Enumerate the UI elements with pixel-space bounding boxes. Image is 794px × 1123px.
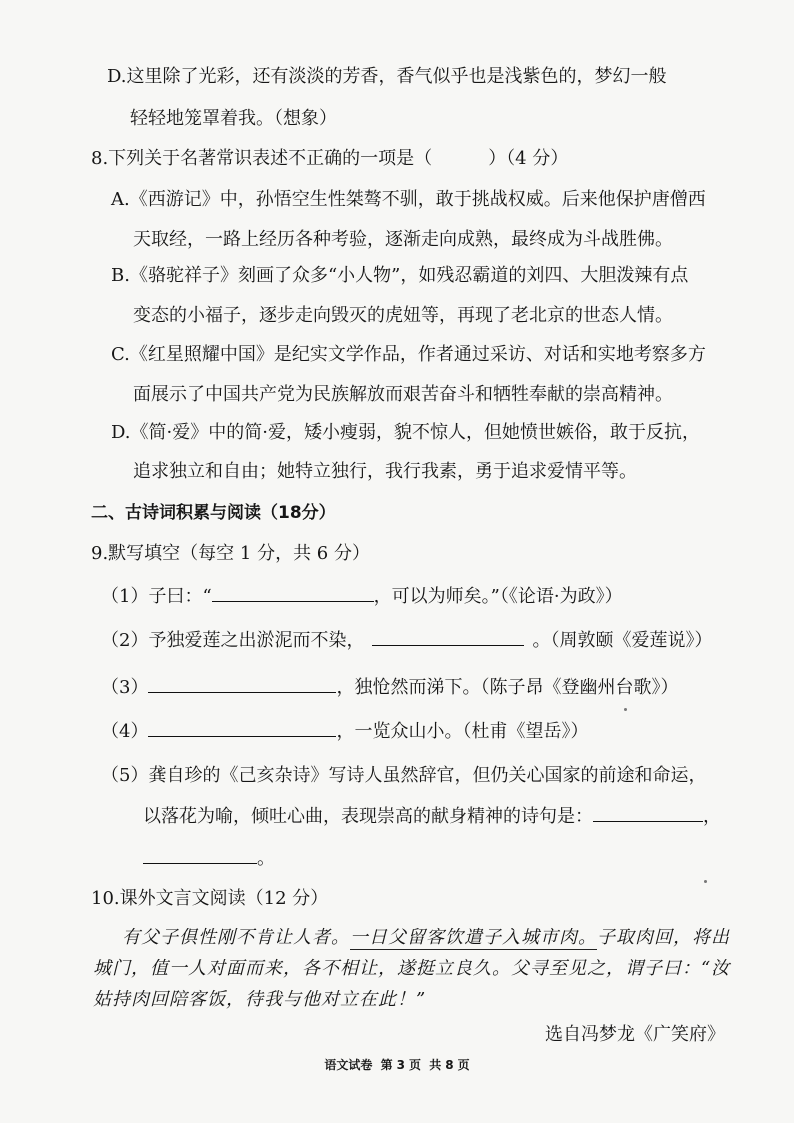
- q9-item-4: [101, 718, 588, 745]
- q9-item-2-blank[interactable]: [372, 627, 524, 646]
- q7-option-d-line1: D.这里除了光彩，还有淡淡的芳香，香气似乎也是浅紫色的，梦幻一般: [107, 66, 667, 87]
- q10-passage-line1: [122, 925, 730, 951]
- q10-passage-underlined-sentence: 一日父留客饮遣子入城市肉。: [350, 927, 597, 948]
- q8-option-a-line1: A.《西游记》中，孙悟空生性桀骜不驯，敢于挑战权威。后来他保护唐僧西: [111, 189, 706, 210]
- footer-subject: 语文试卷: [324, 1058, 373, 1072]
- q9-item-1-suffix: ，可以为师矣。”（《论语·为政》）: [373, 586, 623, 607]
- q7-option-d-line2: 轻轻地笼罩着我。（想象）: [130, 108, 337, 129]
- q10-passage-line2: 城门，值一人对面而来，各不相让，遂挺立良久。父寻至见之，谓子曰：“汝: [93, 958, 731, 979]
- q8-option-c-line1: C.《红星照耀中国》是纪实文学作品，作者通过采访、对话和实地考察多方: [111, 344, 706, 365]
- q8-option-d-line2: 追求独立和自由；她特立独行，我行我素，勇于追求爱情平等。: [133, 461, 637, 482]
- q9-item-1: [101, 583, 623, 610]
- q9-item-4-blank[interactable]: [148, 718, 336, 737]
- q9-item-5-line3: [143, 845, 275, 872]
- q9-item-4-suffix: ，一览众山小。（杜甫《望岳》）: [336, 721, 589, 742]
- page-footer: [0, 1056, 794, 1073]
- q9-item-1-prefix: （1）子曰：“: [101, 586, 212, 607]
- q9-item-3: [101, 674, 678, 701]
- footer-total-label: 共: [429, 1058, 442, 1072]
- q8-option-c-line2: 面展示了中国共产党为民族解放而艰苦奋斗和牺牲奉献的崇高精神。: [133, 384, 673, 405]
- q8-stem: [91, 146, 568, 172]
- footer-total-unit: 页: [457, 1058, 470, 1072]
- footer-page-label: 第: [380, 1058, 393, 1072]
- q9-item-5-line2-comma: ，: [703, 806, 721, 827]
- q9-item-3-blank[interactable]: [148, 674, 336, 693]
- scan-speck: [704, 880, 707, 883]
- q10-passage-line1-end: 子取肉回，将出: [597, 927, 730, 948]
- footer-page-unit: 页: [408, 1058, 421, 1072]
- footer-page-current: 3: [396, 1058, 405, 1072]
- q10-passage-line3: 姑持肉回陪客饭，待我与他对立在此！”: [93, 989, 427, 1010]
- q9-item-5-blank-2[interactable]: [143, 845, 257, 864]
- q8-stem-before: 8.下列关于名著常识表述不正确的一项是（: [91, 148, 433, 169]
- q9-item-5-line1: （5）龚自珍的《己亥杂诗》写诗人虽然辞官，但仍关心国家的前途和命运，: [101, 765, 707, 786]
- q9-item-5-line3-period: 。: [257, 848, 275, 869]
- q9-item-2-prefix: （2）予独爱莲之出淤泥而不染，: [101, 630, 365, 651]
- q8-option-a-line2: 天取经，一路上经历各种考验，逐渐走向成熟，最终成为斗战胜佛。: [133, 229, 673, 250]
- q8-option-b-line2: 变态的小福子，逐步走向毁灭的虎妞等，再现了老北京的世态人情。: [133, 305, 673, 326]
- q10-stem: 10.课外文言文阅读（12 分）: [91, 888, 329, 909]
- q10-passage-line1-start: 有父子俱性刚不肯让人者。: [122, 927, 350, 948]
- scan-speck: [624, 708, 627, 711]
- q9-item-5-line2-text: 以落花为喻，倾吐心曲，表现崇高的献身精神的诗句是：: [143, 806, 593, 827]
- q10-source: 选自冯梦龙《广笑府》: [545, 1024, 725, 1045]
- q9-item-2-suffix: 。（周敦颐《爱莲说》）: [532, 630, 713, 651]
- q9-item-5-blank-1[interactable]: [593, 803, 703, 822]
- q8-option-d-line1: D.《简·爱》中的简·爱，矮小瘦弱，貌不惊人，但她愤世嫉俗，敢于反抗，: [111, 422, 700, 443]
- q9-stem: 9.默写填空（每空 1 分，共 6 分）: [91, 543, 370, 564]
- q8-stem-after: ）（4 分）: [488, 148, 569, 169]
- footer-page-total: 8: [445, 1058, 454, 1072]
- q9-item-4-prefix: （4）: [101, 721, 149, 742]
- q9-item-5-line2: [143, 803, 721, 830]
- q9-item-3-suffix: ，独怆然而涕下。（陈子昂《登幽州台歌》）: [336, 677, 679, 698]
- section-2-title: 二、古诗词积累与阅读（18分）: [91, 503, 336, 523]
- q9-item-2: [101, 627, 712, 654]
- q9-item-1-blank[interactable]: [212, 583, 374, 602]
- q9-item-3-prefix: （3）: [101, 677, 149, 698]
- q8-option-b-line1: B.《骆驼祥子》刻画了众多“小人物”，如残忍霸道的刘四、大胆泼辣有点: [111, 265, 689, 286]
